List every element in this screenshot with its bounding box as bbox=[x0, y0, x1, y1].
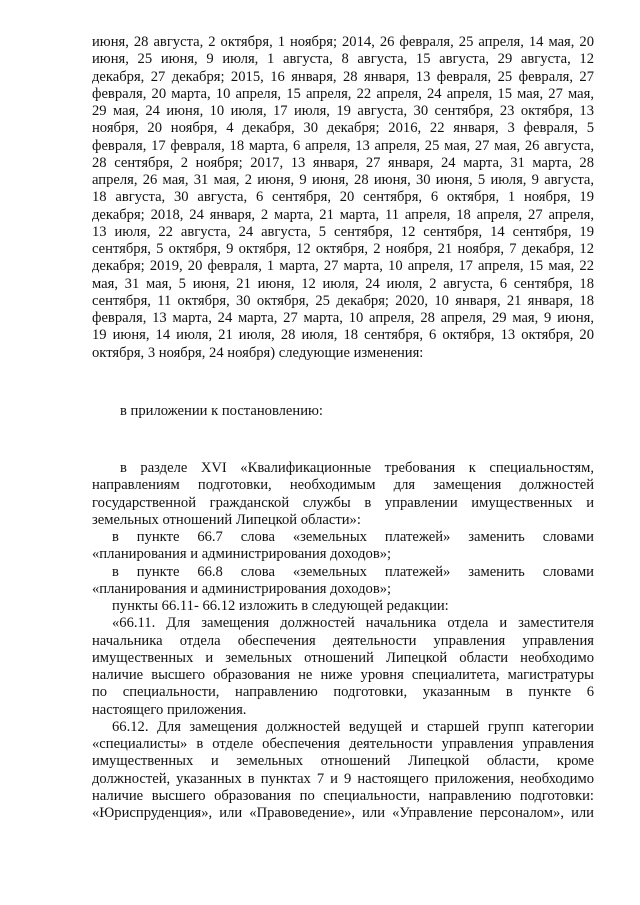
text-line: «планирования и администрирования доходов»; bbox=[92, 546, 392, 563]
text-line: декабря; 2018, 24 января, 2 марта, 21 марта, 11 апреля, 18 апреля, 27 апреля, bbox=[92, 206, 594, 223]
text-line: июня, 25 июня, 9 июля, 1 августа, 8 августа, 15 августа, 29 августа, 12 bbox=[92, 51, 594, 68]
text-line: 18 августа, 30 августа, 6 сентября, 20 сентября, 6 октября, 1 ноября, 19 bbox=[92, 189, 594, 206]
text-line: настоящего приложения. bbox=[92, 701, 247, 718]
text-line: 28 сентября, 2 ноября; 2017, 13 января, 27 января, 24 марта, 31 марта, 28 bbox=[92, 154, 594, 171]
text-line: в пункте 66.8 слова «земельных платежей» заменить словами bbox=[112, 563, 594, 580]
text-line: февраля, 13 марта, 24 марта, 27 марта, 10 апреля, 28 апреля, 29 мая, 9 июня, bbox=[92, 310, 594, 326]
text-line: начальника отдела обеспечения деятельности управления управления bbox=[92, 632, 594, 649]
text-line: «специалисты» в отделе обеспечения деятельности управления управления bbox=[92, 736, 594, 752]
text-line: «планирования и администрирования доходов»; bbox=[92, 580, 392, 597]
text-line: 19 июня, 14 июля, 21 июля, 28 июля, 18 сентября, 6 октября, 13 октября, 20 bbox=[92, 327, 594, 344]
text-line: наличие высшего образования не ниже уровня специалитета, магистратуры bbox=[92, 667, 594, 683]
text-line: июня, 28 августа, 2 октября, 1 ноября; 2014, 26 февраля, 25 апреля, 14 мая, 20 bbox=[92, 34, 594, 50]
text-line: земельных отношений Липецкой области»: bbox=[92, 511, 361, 528]
text-line: должностей, указанных в пунктах 7 и 9 настоящего приложения, необходимо bbox=[92, 770, 594, 787]
text-line: октября, 3 ноября, 24 ноября) следующие изменения: bbox=[92, 344, 424, 361]
text-line: 66.12. Для замещения должностей ведущей и старшей групп категории bbox=[112, 718, 594, 735]
text-line: февраля, 17 февраля, 18 марта, 6 апреля, 13 апреля, 25 мая, 27 мая, 26 августа, bbox=[92, 137, 594, 154]
appendix-heading: в приложении к постановлению: bbox=[120, 403, 323, 419]
text-line: направлениям подготовки, необходимым для замещения должностей bbox=[92, 477, 594, 494]
text-line: декабря, 27 декабря; 2015, 16 января, 28 января, 13 февраля, 25 февраля, 27 bbox=[92, 68, 594, 85]
text-line: в пункте 66.7 слова «земельных платежей» заменить словами bbox=[112, 529, 594, 545]
text-line: имущественных и земельных отношений Липецкой области, кроме bbox=[92, 753, 594, 770]
text-line: имущественных и земельных отношений Липецкой области необходимо bbox=[92, 649, 594, 666]
text-line: государственной гражданской службы в управлении имущественных и bbox=[92, 494, 594, 511]
text-line: 29 мая, 24 июня, 10 июля, 17 июля, 19 августа, 30 сентября, 23 октября, 13 bbox=[92, 103, 594, 119]
text-line: сентября, 5 октября, 9 октября, 12 октября, 2 ноября, 21 ноября, 7 декабря, 12 bbox=[92, 241, 594, 257]
text-line: ноября, 20 ноября, 4 декабря, 30 декабря; 2016, 22 января, 3 февраля, 5 bbox=[92, 120, 594, 137]
text-line: пункты 66.11- 66.12 изложить в следующей редакции: bbox=[112, 598, 449, 614]
text-line: «Юриспруденция», или «Правоведение», или «Управление персоналом», или bbox=[92, 805, 594, 821]
text-line: декабря; 2019, 20 февраля, 1 марта, 27 марта, 10 апреля, 17 апреля, 15 мая, 22 bbox=[92, 258, 594, 275]
text-line: 13 июля, 22 августа, 24 августа, 5 сентября, 12 сентября, 14 сентября, 19 bbox=[92, 223, 594, 240]
text-line: февраля, 20 марта, 10 апреля, 15 апреля, 22 апреля, 24 апреля, 15 мая, 27 мая, bbox=[92, 85, 594, 102]
text-line: мая, 31 мая, 5 июня, 21 июня, 12 июля, 24 июля, 2 августа, 6 сентября, 18 bbox=[92, 275, 594, 292]
text-line: в разделе XVI «Квалификационные требования к специальностям, bbox=[120, 460, 594, 476]
section-xvi-amendments bbox=[92, 460, 594, 822]
text-line: сентября, 11 октября, 30 октября, 25 декабря; 2020, 10 января, 21 января, 18 bbox=[92, 292, 594, 309]
paragraph-date-list bbox=[92, 34, 594, 362]
text-line: по специальности, направлению подготовки, указанным в пункте 6 bbox=[92, 684, 594, 701]
text-line: наличие высшего образования по специальности, направлению подготовки: bbox=[92, 787, 594, 804]
text-line: апреля, 26 мая, 31 мая, 2 июня, 9 июня, 28 июня, 30 июня, 5 июля, 9 августа, bbox=[92, 172, 594, 188]
text-line: «66.11. Для замещения должностей начальника отдела и заместителя bbox=[112, 615, 594, 632]
